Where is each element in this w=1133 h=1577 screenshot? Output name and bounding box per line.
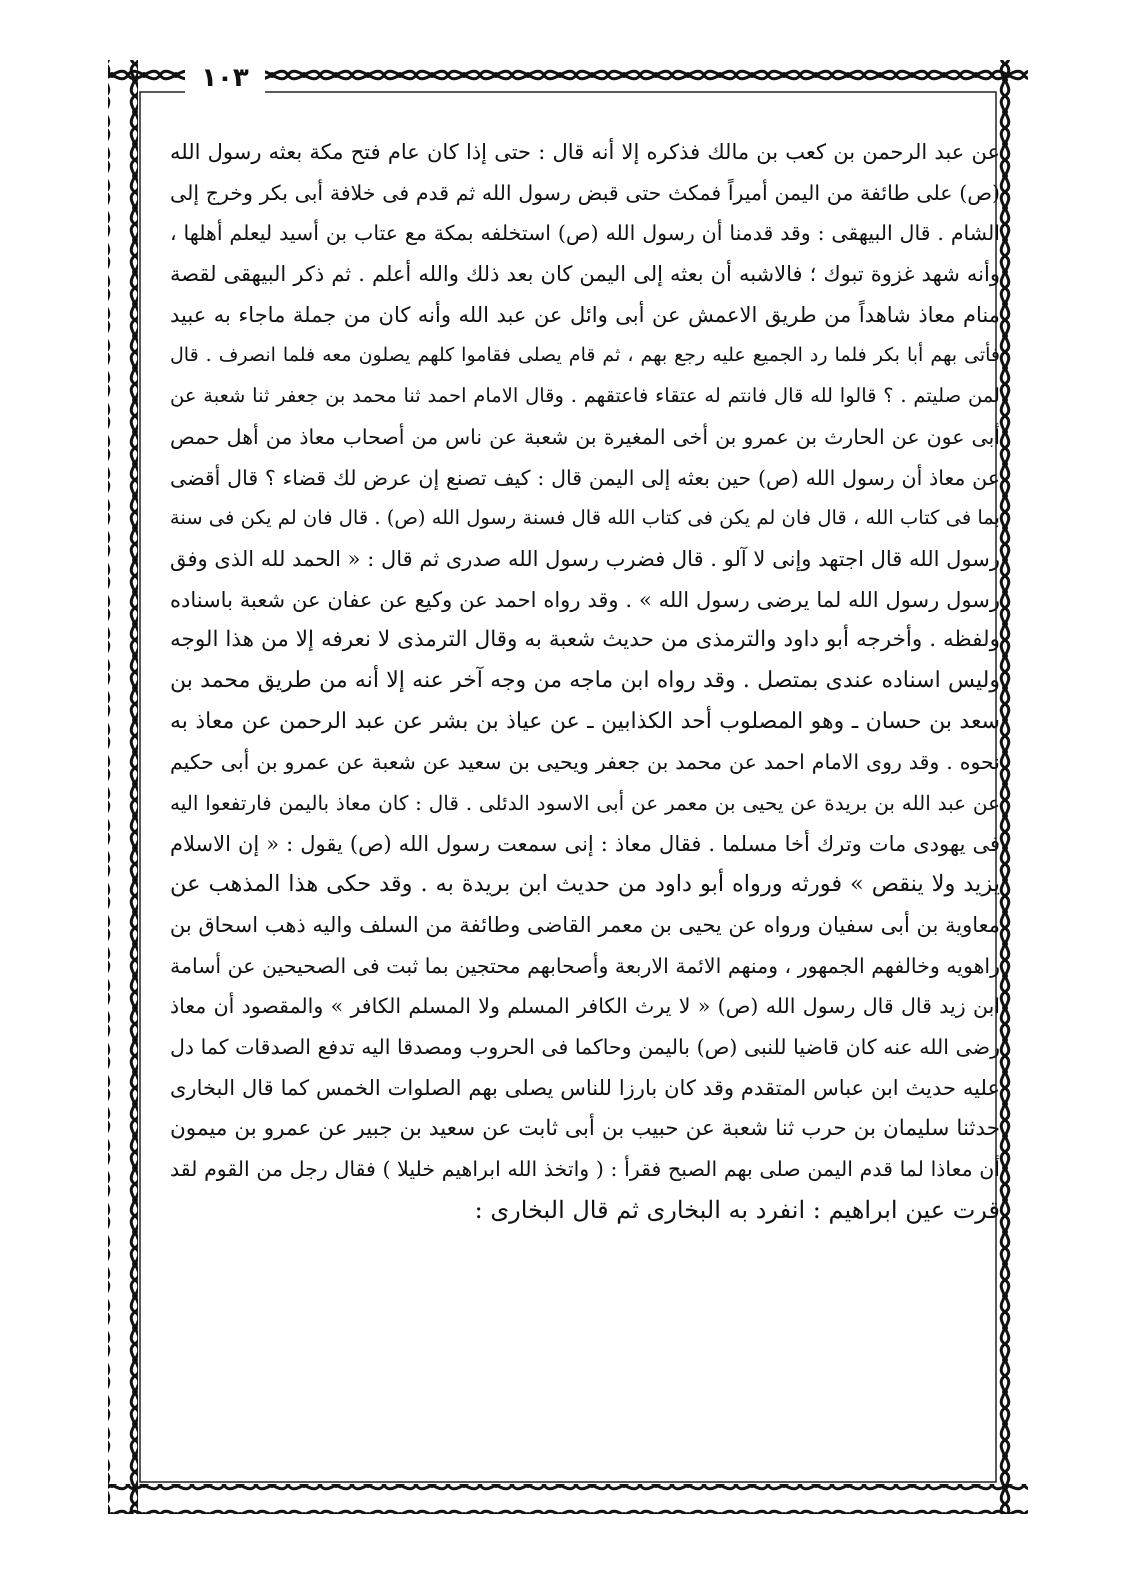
text-line: سعد بن حسان ـ وهو المصلوب أحد الكذابين ـ عن عياذ بن بشر عن عبد الرحمن عن معاذ به <box>170 708 1000 734</box>
text-line: وليس اسناده عندى بمتصل . وقد رواه ابن ماجه من وجه آخر عنه إلا أنه من طريق محمد بن <box>170 667 1000 693</box>
text-line: فأتى بهم أبا بكر فلما رد الجميع عليه رجع بهم ، ثم قام يصلى فقاموا كلهم يصلون معه فلما انصرف . قال <box>170 344 1000 367</box>
text-line: لمن صليتم . ؟ قالوا لله قال فانتم له عتقاء فاعتقهم . وقال الامام احمد ثنا محمد بن جعفر ثنا شعبة عن <box>170 384 1000 408</box>
text-line: عن عبد الله بن بريدة عن يحيى بن معمر عن أبى الاسود الدئلى . قال : كان معاذ باليمن فارتفعوا اليه <box>170 791 1000 815</box>
text-line: رسول الله قال اجتهد وإنى لا آلو . قال فضرب رسول الله صدرى ثم قال : « الحمد لله الذى وفق <box>170 546 1000 571</box>
text-line: فى يهودى مات وترك أخا مسلما . فقال معاذ : إنى سمعت رسول الله (ص) يقول : « إن الاسلام <box>170 831 1000 856</box>
text-line: بما فى كتاب الله ، قال فان لم يكن فى كتاب الله قال فسنة رسول الله (ص) . قال فان لم يكن فى سنة <box>170 506 1000 530</box>
text-line: يزيد ولا ينقص » فورثه ورواه أبو داود من حديث ابن بريدة به . وقد حكى هذا المذهب عن <box>170 871 1000 898</box>
text-line: ولفظه . وأخرجه أبو داود والترمذى من حديث شعبة به وقال الترمذى لا نعرفه إلا من هذا الوجه <box>170 627 1000 653</box>
page-body-text <box>170 132 1000 1450</box>
text-line: أن معاذا لما قدم اليمن صلى بهم الصبح فقرأ : ( واتخذ الله ابراهيم خليلا ) فقال رجل من القوم لقد <box>170 1157 1000 1182</box>
text-line: عن عبد الرحمن بن كعب بن مالك فذكره إلا أنه قال : حتى إذا كان عام فتح مكة بعثه رسول الله <box>170 140 1000 164</box>
text-line: راهويه وخالفهم الجمهور ، ومنهم الائمة الاربعة وأصحابهم محتجين بما ثبت فى الصحيحين عن أسامة <box>170 953 1000 978</box>
text-line: قرت عين ابراهيم : انفرد به البخارى ثم قال البخارى : <box>474 1195 1000 1224</box>
text-line: أبى عون عن الحارث بن عمرو بن أخى المغيرة بن شعبة عن ناس من أصحاب معاذ من أهل حمص <box>170 424 1000 449</box>
text-line: معاوية بن أبى سفيان ورواه عن يحيى بن معمر القاضى وطائفة من السلف واليه ذهب اسحاق بن <box>170 913 1000 938</box>
text-line: رضى الله عنه كان قاضيا للنبى (ص) باليمن وحاكما فى الحروب ومصدقا اليه تدفع الصدقات كما دل <box>170 1035 1000 1060</box>
text-line: منام معاذ شاهداً من طريق الاعمش عن أبى وائل عن عبد الله وأنه كان من جملة ماجاء به عبيد <box>170 302 1000 327</box>
text-line: الشام . قال البيهقى : وقد قدمنا أن رسول الله (ص) استخلفه بمكة مع عتاب بن أسيد ليعلم أهلها ، <box>170 221 1000 246</box>
page-number: ١٠٣ <box>185 58 265 98</box>
text-line: ابن زيد قال قال رسول الله (ص) « لا يرث الكافر المسلم ولا المسلم الكافر » والمقصود أن معاذ <box>170 994 1000 1019</box>
text-line: نحوه . وقد روى الامام احمد عن محمد بن جعفر ويحيى بن سعيد عن شعبة عن عمرو بن أبى حكيم <box>170 750 1000 775</box>
text-line: وأنه شهد غزوة تبوك ؛ فالاشبه أن بعثه إلى اليمن كان بعد ذلك والله أعلم . ثم ذكر البيهقى لقصة <box>170 262 1000 287</box>
text-line: رسول رسول الله لما يرضى رسول الله » . وقد رواه احمد عن وكيع عن عفان عن شعبة باسناده <box>170 587 1000 612</box>
text-line: حدثنا سليمان بن حرب ثنا شعبة عن حبيب بن أبى ثابت عن سعيد بن جبير عن عمرو بن ميمون <box>170 1115 1000 1141</box>
text-line: (ص) على طائفة من اليمن أميراً فمكث حتى قبض رسول الله ثم قدم فى خلافة أبى بكر وخرج إلى <box>170 180 1000 205</box>
text-line: عليه حديث ابن عباس المتقدم وقد كان بارزا للناس يصلى بهم الصلوات الخمس كما قال البخارى <box>170 1075 1000 1100</box>
text-line: عن معاذ أن رسول الله (ص) حين بعثه إلى اليمن قال : كيف تصنع إن عرض لك قضاء ؟ قال أقضى <box>170 465 1000 490</box>
